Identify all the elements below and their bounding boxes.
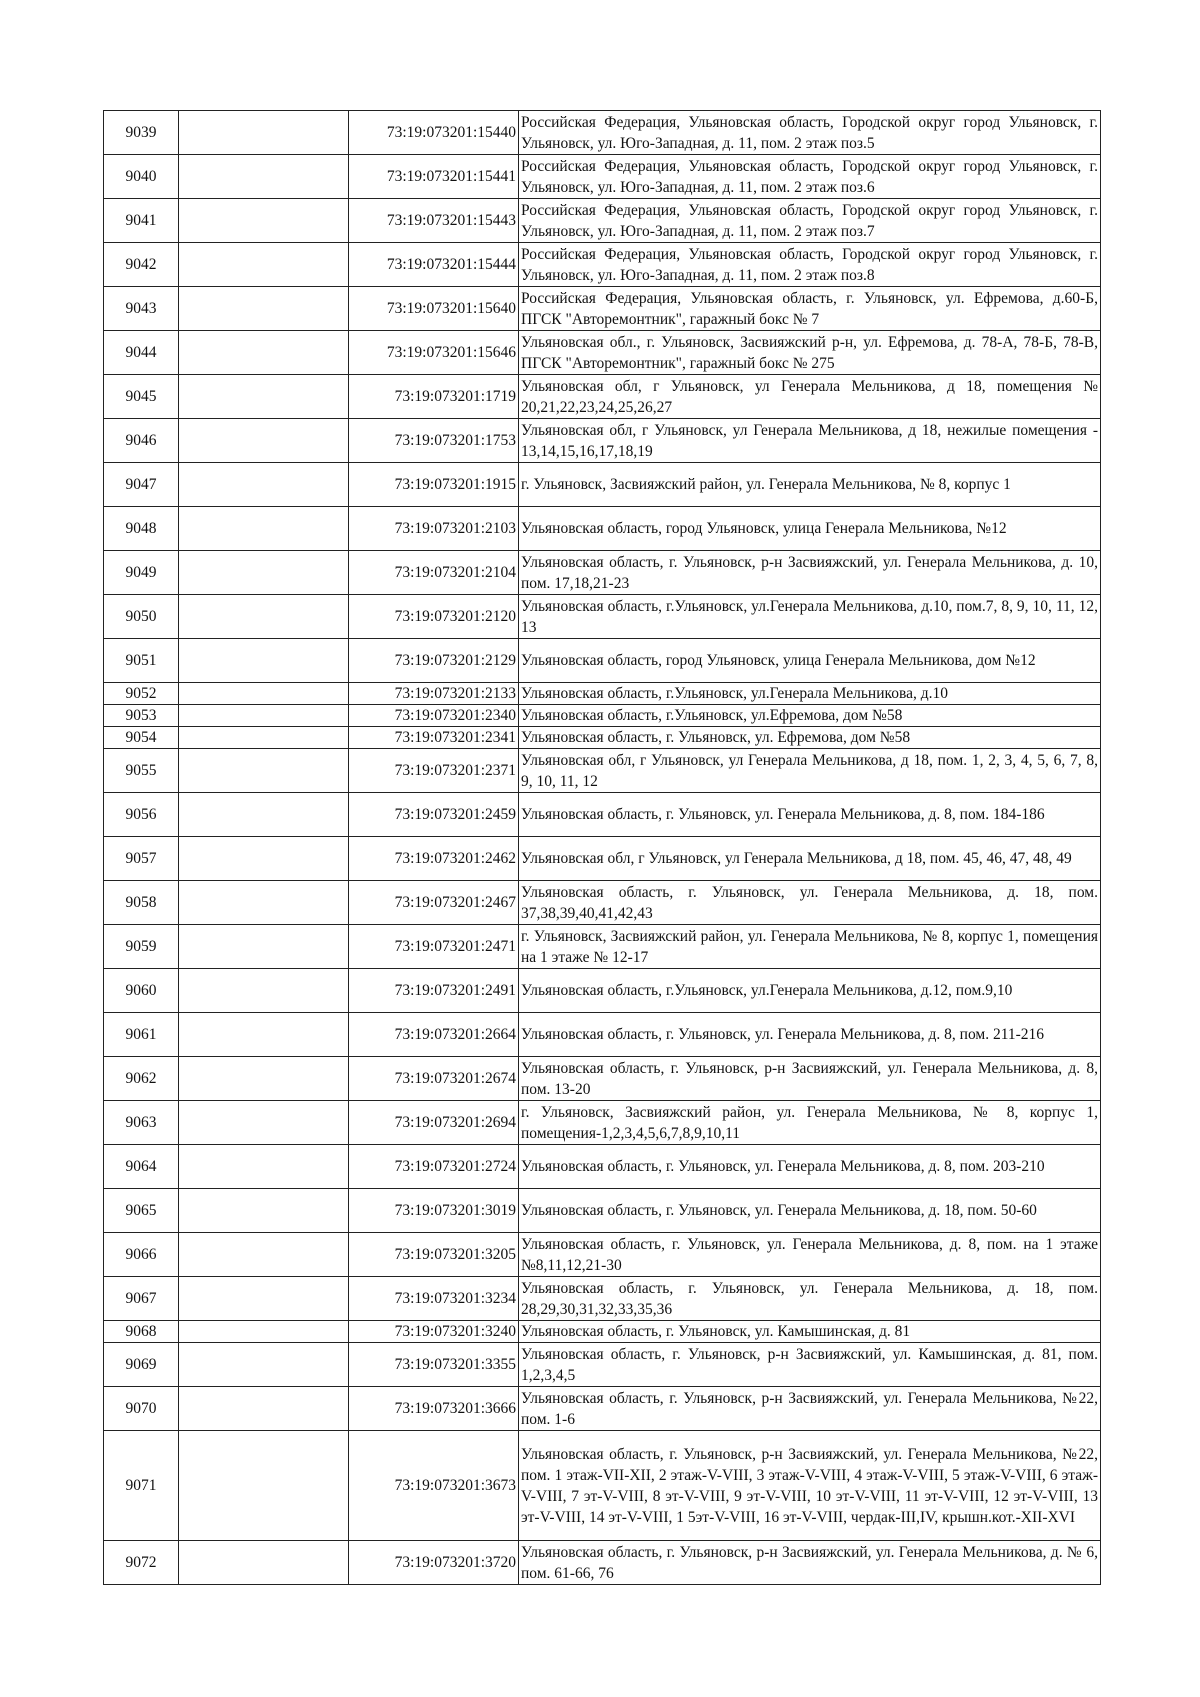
cadastral-number-cell: 73:19:073201:3673 (349, 1431, 519, 1541)
table-row (104, 793, 1101, 837)
table-row (104, 199, 1101, 243)
address-cell: Ульяновская область, г. Ульяновск, р-н Засвияжский, ул. Генерала Мельникова, д. № 6, пом. 61-66, 76 (519, 1541, 1101, 1585)
row-number-cell: 9054 (104, 727, 179, 749)
empty-cell (179, 1189, 349, 1233)
cadastral-number-cell: 73:19:073201:2724 (349, 1145, 519, 1189)
table-row (104, 705, 1101, 727)
table-row (104, 881, 1101, 925)
empty-cell (179, 639, 349, 683)
cadastral-number-cell: 73:19:073201:1719 (349, 375, 519, 419)
cadastral-number-cell: 73:19:073201:15441 (349, 155, 519, 199)
row-number-cell: 9051 (104, 639, 179, 683)
row-number-cell: 9042 (104, 243, 179, 287)
table-row (104, 683, 1101, 705)
row-number-cell: 9058 (104, 881, 179, 925)
row-number-cell: 9063 (104, 1101, 179, 1145)
empty-cell (179, 1057, 349, 1101)
row-number-cell: 9053 (104, 705, 179, 727)
address-cell: Ульяновская обл, г Ульяновск, ул Генерала Мельникова, д 18, пом. 45, 46, 47, 48, 49 (519, 837, 1101, 881)
row-number-cell: 9065 (104, 1189, 179, 1233)
row-number-cell: 9041 (104, 199, 179, 243)
row-number-cell: 9039 (104, 111, 179, 155)
table-row (104, 969, 1101, 1013)
cadastral-number-cell: 73:19:073201:2129 (349, 639, 519, 683)
cadastral-number-cell: 73:19:073201:2371 (349, 749, 519, 793)
address-cell: Ульяновская область, г.Ульяновск, ул.Ефремова, дом №58 (519, 705, 1101, 727)
empty-cell (179, 881, 349, 925)
row-number-cell: 9064 (104, 1145, 179, 1189)
address-cell: Ульяновская область, г. Ульяновск, ул. Генерала Мельникова, д. 8, пом. на 1 этаже №8,11,12,21-30 (519, 1233, 1101, 1277)
row-number-cell: 9067 (104, 1277, 179, 1321)
table-row (104, 925, 1101, 969)
row-number-cell: 9050 (104, 595, 179, 639)
table-row (104, 1057, 1101, 1101)
table-row (104, 1387, 1101, 1431)
empty-cell (179, 595, 349, 639)
address-cell: Ульяновская область, г. Ульяновск, ул. Генерала Мельникова, д. 18, пом. 50-60 (519, 1189, 1101, 1233)
table-row (104, 1101, 1101, 1145)
table-row (104, 375, 1101, 419)
table-row (104, 1145, 1101, 1189)
empty-cell (179, 705, 349, 727)
cadastral-number-cell: 73:19:073201:2133 (349, 683, 519, 705)
address-cell: Ульяновская область, г. Ульяновск, р-н Засвияжский, ул. Генерала Мельникова, №22, пом. 1 этаж-VII-XII, 2 этаж-V-VIII, 3 этаж-V-VIII, 4 этаж-V-VIII, 5 этаж-V-VIII, 6 этаж-V-VIII, 7 эт-V-VIII, 8 эт-V-VIII, 9 эт-V-VIII, 10 эт-V-VIII, 11 эт-V-VIII, 12 эт-V-VIII, 13 эт-V-VIII, 14 эт-V-VIII, 1 5эт-V-VIII, 16 эт-V-VIII, чердак-III,IV, крышн.кот.-XII-XVI (519, 1431, 1101, 1541)
row-number-cell: 9072 (104, 1541, 179, 1585)
empty-cell (179, 1233, 349, 1277)
table-row (104, 1013, 1101, 1057)
empty-cell (179, 749, 349, 793)
address-cell: Ульяновская обл, г Ульяновск, ул Генерала Мельникова, д 18, помещения № 20,21,22,23,24,25,26,27 (519, 375, 1101, 419)
cadastral-number-cell: 73:19:073201:15443 (349, 199, 519, 243)
empty-cell (179, 155, 349, 199)
cadastral-number-cell: 73:19:073201:15640 (349, 287, 519, 331)
address-cell: г. Ульяновск, Засвияжский район, ул. Генерала Мельникова, № 8, корпус 1, помещения на 1 этаже № 12-17 (519, 925, 1101, 969)
address-cell: Ульяновская область, г. Ульяновск, ул. Генерала Мельникова, д. 8, пом. 211-216 (519, 1013, 1101, 1057)
empty-cell (179, 1145, 349, 1189)
row-number-cell: 9049 (104, 551, 179, 595)
table-row (104, 155, 1101, 199)
table-row (104, 331, 1101, 375)
address-cell: Ульяновская область, город Ульяновск, улица Генерала Мельникова, дом №12 (519, 639, 1101, 683)
address-cell: Российская Федерация, Ульяновская область, Городской округ город Ульяновск, г. Ульяновск, ул. Юго-Западная, д. 11, пом. 2 этаж поз.8 (519, 243, 1101, 287)
table-row (104, 463, 1101, 507)
address-cell: г. Ульяновск, Засвияжский район, ул. Генерала Мельникова, № 8, корпус 1 (519, 463, 1101, 507)
address-cell: Ульяновская обл, г Ульяновск, ул Генерала Мельникова, д 18, нежилые помещения - 13,14,15,16,17,18,19 (519, 419, 1101, 463)
cadastral-number-cell: 73:19:073201:3355 (349, 1343, 519, 1387)
cadastral-number-cell: 73:19:073201:1915 (349, 463, 519, 507)
empty-cell (179, 683, 349, 705)
row-number-cell: 9057 (104, 837, 179, 881)
cadastral-number-cell: 73:19:073201:15440 (349, 111, 519, 155)
empty-cell (179, 727, 349, 749)
address-cell: Российская Федерация, Ульяновская область, Городской округ город Ульяновск, г. Ульяновск, ул. Юго-Западная, д. 11, пом. 2 этаж поз.6 (519, 155, 1101, 199)
cadastral-number-cell: 73:19:073201:2664 (349, 1013, 519, 1057)
cadastral-number-cell: 73:19:073201:3234 (349, 1277, 519, 1321)
row-number-cell: 9043 (104, 287, 179, 331)
address-cell: Ульяновская обл, г Ульяновск, ул Генерала Мельникова, д 18, пом. 1, 2, 3, 4, 5, 6, 7, 8, 9, 10, 11, 12 (519, 749, 1101, 793)
empty-cell (179, 837, 349, 881)
table-row (104, 1277, 1101, 1321)
cadastral-number-cell: 73:19:073201:2471 (349, 925, 519, 969)
table-row (104, 1233, 1101, 1277)
empty-cell (179, 925, 349, 969)
row-number-cell: 9059 (104, 925, 179, 969)
address-cell: Ульяновская область, город Ульяновск, улица Генерала Мельникова, №12 (519, 507, 1101, 551)
empty-cell (179, 243, 349, 287)
empty-cell (179, 1101, 349, 1145)
row-number-cell: 9052 (104, 683, 179, 705)
cadastral-number-cell: 73:19:073201:3666 (349, 1387, 519, 1431)
cadastral-number-cell: 73:19:073201:2459 (349, 793, 519, 837)
row-number-cell: 9066 (104, 1233, 179, 1277)
table-row (104, 287, 1101, 331)
row-number-cell: 9068 (104, 1321, 179, 1343)
cadastral-number-cell: 73:19:073201:2120 (349, 595, 519, 639)
cadastral-number-cell: 73:19:073201:1753 (349, 419, 519, 463)
address-cell: Ульяновская область, г. Ульяновск, р-н Засвияжский, ул. Генерала Мельникова, д. 10, пом. 17,18,21-23 (519, 551, 1101, 595)
row-number-cell: 9055 (104, 749, 179, 793)
address-cell: Российская Федерация, Ульяновская область, Городской округ город Ульяновск, г. Ульяновск, ул. Юго-Западная, д. 11, пом. 2 этаж поз.5 (519, 111, 1101, 155)
row-number-cell: 9045 (104, 375, 179, 419)
address-cell: Ульяновская обл., г. Ульяновск, Засвияжский р-н, ул. Ефремова, д. 78-А, 78-Б, 78-В, ПГСК "Авторемонтник", гаражный бокс № 275 (519, 331, 1101, 375)
table-row (104, 727, 1101, 749)
cadastral-number-cell: 73:19:073201:2491 (349, 969, 519, 1013)
row-number-cell: 9060 (104, 969, 179, 1013)
cadastral-number-cell: 73:19:073201:2462 (349, 837, 519, 881)
table-row (104, 1189, 1101, 1233)
cadastral-number-cell: 73:19:073201:2340 (349, 705, 519, 727)
table-row (104, 1431, 1101, 1541)
address-cell: Ульяновская область, г. Ульяновск, ул. Генерала Мельникова, д. 18, пом. 37,38,39,40,41,42,43 (519, 881, 1101, 925)
address-cell: Ульяновская область, г. Ульяновск, р-н Засвияжский, ул. Генерала Мельникова, №22, пом. 1-6 (519, 1387, 1101, 1431)
address-cell: Российская Федерация, Ульяновская область, г. Ульяновск, ул. Ефремова, д.60-Б, ПГСК "Авторемонтник", гаражный бокс № 7 (519, 287, 1101, 331)
empty-cell (179, 1277, 349, 1321)
address-cell: Ульяновская область, г.Ульяновск, ул.Генерала Мельникова, д.10 (519, 683, 1101, 705)
empty-cell (179, 463, 349, 507)
table-row (104, 507, 1101, 551)
row-number-cell: 9040 (104, 155, 179, 199)
address-cell: Ульяновская область, г. Ульяновск, р-н Засвияжский, ул. Генерала Мельникова, д. 8, пом. 13-20 (519, 1057, 1101, 1101)
row-number-cell: 9046 (104, 419, 179, 463)
address-cell: Российская Федерация, Ульяновская область, Городской округ город Ульяновск, г. Ульяновск, ул. Юго-Западная, д. 11, пом. 2 этаж поз.7 (519, 199, 1101, 243)
row-number-cell: 9071 (104, 1431, 179, 1541)
cadastral-number-cell: 73:19:073201:15646 (349, 331, 519, 375)
cadastral-number-cell: 73:19:073201:3019 (349, 1189, 519, 1233)
empty-cell (179, 331, 349, 375)
table-row (104, 837, 1101, 881)
table-row (104, 551, 1101, 595)
cadastral-number-cell: 73:19:073201:2467 (349, 881, 519, 925)
empty-cell (179, 551, 349, 595)
row-number-cell: 9047 (104, 463, 179, 507)
address-cell: Ульяновская область, г. Ульяновск, ул. Камышинская, д. 81 (519, 1321, 1101, 1343)
empty-cell (179, 969, 349, 1013)
empty-cell (179, 199, 349, 243)
row-number-cell: 9044 (104, 331, 179, 375)
empty-cell (179, 1013, 349, 1057)
empty-cell (179, 1387, 349, 1431)
empty-cell (179, 287, 349, 331)
empty-cell (179, 1541, 349, 1585)
table-row (104, 595, 1101, 639)
table-row (104, 749, 1101, 793)
address-cell: г. Ульяновск, Засвияжский район, ул. Генерала Мельникова, № 8, корпус 1, помещения-1,2,3,4,5,6,7,8,9,10,11 (519, 1101, 1101, 1145)
address-cell: Ульяновская область, г. Ульяновск, ул. Генерала Мельникова, д. 18, пом. 28,29,30,31,32,33,35,36 (519, 1277, 1101, 1321)
table-row (104, 639, 1101, 683)
address-cell: Ульяновская область, г. Ульяновск, ул. Генерала Мельникова, д. 8, пом. 203-210 (519, 1145, 1101, 1189)
address-cell: Ульяновская область, г. Ульяновск, ул. Генерала Мельникова, д. 8, пом. 184-186 (519, 793, 1101, 837)
empty-cell (179, 793, 349, 837)
row-number-cell: 9056 (104, 793, 179, 837)
address-cell: Ульяновская область, г. Ульяновск, р-н Засвияжский, ул. Камышинская, д. 81, пом. 1,2,3,4,5 (519, 1343, 1101, 1387)
empty-cell (179, 111, 349, 155)
row-number-cell: 9048 (104, 507, 179, 551)
address-cell: Ульяновская область, г.Ульяновск, ул.Генерала Мельникова, д.10, пом.7, 8, 9, 10, 11, 12, 13 (519, 595, 1101, 639)
cadastral-number-cell: 73:19:073201:2341 (349, 727, 519, 749)
cadastral-number-cell: 73:19:073201:3240 (349, 1321, 519, 1343)
cadastral-number-cell: 73:19:073201:3205 (349, 1233, 519, 1277)
row-number-cell: 9061 (104, 1013, 179, 1057)
table-row (104, 419, 1101, 463)
row-number-cell: 9069 (104, 1343, 179, 1387)
empty-cell (179, 507, 349, 551)
empty-cell (179, 1431, 349, 1541)
cadastral-number-cell: 73:19:073201:2694 (349, 1101, 519, 1145)
row-number-cell: 9070 (104, 1387, 179, 1431)
table-row (104, 111, 1101, 155)
cadastral-number-cell: 73:19:073201:3720 (349, 1541, 519, 1585)
empty-cell (179, 375, 349, 419)
address-cell: Ульяновская область, г.Ульяновск, ул.Генерала Мельникова, д.12, пом.9,10 (519, 969, 1101, 1013)
cadastral-number-cell: 73:19:073201:2104 (349, 551, 519, 595)
empty-cell (179, 1343, 349, 1387)
address-cell: Ульяновская область, г. Ульяновск, ул. Ефремова, дом №58 (519, 727, 1101, 749)
cadastral-number-cell: 73:19:073201:15444 (349, 243, 519, 287)
cadastral-number-cell: 73:19:073201:2674 (349, 1057, 519, 1101)
empty-cell (179, 1321, 349, 1343)
table-row (104, 1541, 1101, 1585)
empty-cell (179, 419, 349, 463)
table-body (104, 111, 1101, 1585)
table-row (104, 243, 1101, 287)
table-row (104, 1321, 1101, 1343)
table-row (104, 1343, 1101, 1387)
row-number-cell: 9062 (104, 1057, 179, 1101)
property-register-table (103, 110, 1101, 1585)
cadastral-number-cell: 73:19:073201:2103 (349, 507, 519, 551)
